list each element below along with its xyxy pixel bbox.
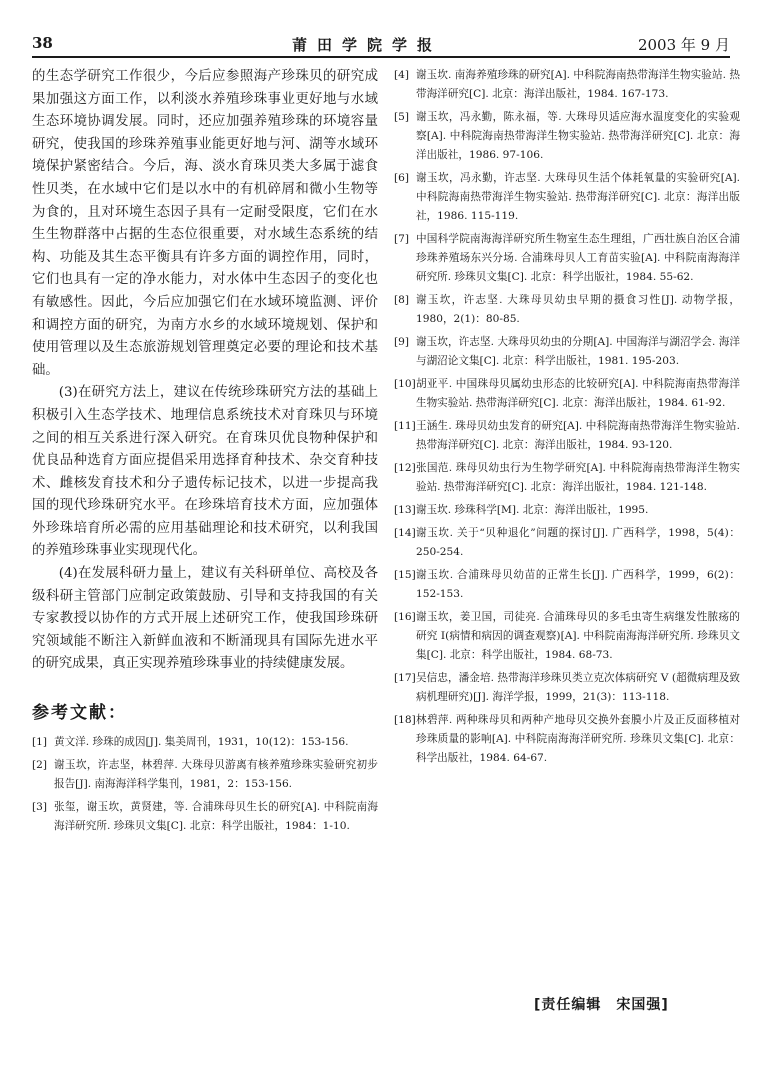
body-paragraph: (3)在研究方法上，建议在传统珍珠研究方法的基础上积极引入生态学技术、地理信息系统技术对育珠贝与环境之间的相互关系进行深入研究。在育珠贝优良物种保护和优良品种选育方面应提倡采用选择育种技术、杂交育种技术、雌核发育技术和分子遗传标记技术，以进一步提高我国的现代珍珠研究水平。在珍珠培育技术方面，应加强体外珍珠培育所必需的应用基础理论和技术研究，以利我国的养殖珍珠事业实现现代化。: [32, 385, 378, 559]
reference-number: [15]: [394, 569, 416, 581]
reference-text: 中国科学院南海海洋研究所生物室生态生理组，广西壮族自治区合浦珍珠养殖场东兴分场. 合浦珠母贝人工育苗实验[A]. 中科院南海海洋研究所. 珍珠贝文集[C]. 北京：科学出版社，1984. 55-62.: [416, 233, 740, 283]
reference-number: [6]: [394, 172, 410, 184]
body-paragraph: (4)在发展科研力量上，建议有关科研单位、高校及各级科研主管部门应制定政策鼓励、引导和支持我国的有关专家教授以协作的方式开展上述研究工作，使我国珍珠研究领域能不断注入新鲜血液和不断涌现具有国际先进水平的研究成果，真正实现养殖珍珠事业的持续健康发展。: [32, 566, 378, 672]
reference-text: 谢玉坎. 关于“贝种退化”问题的探讨[J]. 广西科学，1998，5(4)：250-254.: [416, 527, 740, 558]
reference-item: [394, 459, 740, 497]
reference-list-left: [32, 733, 378, 836]
reference-item: [394, 108, 740, 165]
reference-number: [12]: [394, 462, 416, 474]
reference-number: [1]: [32, 735, 48, 748]
reference-item: [394, 524, 740, 562]
reference-item: [394, 417, 740, 455]
reference-text: 谢玉坎. 合浦珠母贝幼苗的正常生长[J]. 广西科学，1999，6(2)：152-153.: [416, 569, 740, 600]
reference-number: [2]: [32, 758, 48, 771]
reference-number: [8]: [394, 294, 410, 306]
responsible-editor: [责任编辑 宋国强]: [534, 997, 669, 1013]
reference-item: [394, 169, 740, 226]
reference-number: [14]: [394, 527, 416, 539]
reference-text: 谢玉坎，许志坚. 大珠母贝幼虫的分期[A]. 中国海洋与湖沼学会. 海洋与湖沼论文集[C]. 北京：科学出版社，1981. 195-203.: [416, 336, 740, 367]
reference-text: 张国范. 珠母贝幼虫行为生物学研究[A]. 中科院海南热带海洋生物实验站. 热带海洋研究[C]. 北京：海洋出版社，1984. 121-148.: [416, 462, 740, 493]
issue-date: 2003 年 9 月: [637, 36, 730, 54]
reference-number: [18]: [394, 714, 416, 726]
reference-item: [32, 733, 378, 752]
reference-number: [9]: [394, 336, 410, 348]
references-heading: 参考文献：: [32, 703, 127, 724]
reference-text: 林碧萍. 两种珠母贝和两种产地母贝交换外套膜小片及正反面移植对珍珠质量的影响[A]. 中科院南海海洋研究所. 珍珠贝文集[C]. 北京：科学出版社，1984. 64-67.: [416, 714, 740, 764]
reference-item: [394, 66, 740, 104]
reference-text: 吴信忠，潘金培. 热带海洋珍珠贝类立克次体病研究 V (超微病理及致病机理研究)[J]. 海洋学报，1999，21(3)：113-118.: [416, 672, 740, 703]
reference-number: [13]: [394, 504, 416, 516]
running-header: [32, 32, 730, 58]
page-number: 38: [32, 34, 53, 52]
reference-item: [32, 756, 378, 794]
reference-text: 黄文洋. 珍珠的成因[J]. 集美周刊，1931，10(12)：153-156.: [54, 735, 349, 748]
reference-item: [394, 291, 740, 329]
reference-number: [7]: [394, 233, 410, 245]
reference-item: [394, 669, 740, 707]
reference-number: [10]: [394, 378, 416, 390]
reference-item: [394, 333, 740, 371]
reference-text: 张玺，谢玉坎，黄贤建，等. 合浦珠母贝生长的研究[A]. 中科院南海海洋研究所. 珍珠贝文集[C]. 北京：科学出版社，1984：1-10.: [54, 800, 378, 832]
reference-item: [394, 608, 740, 665]
body-paragraph: 的生态学研究工作很少，今后应参照海产珍珠贝的研究成果加强这方面工作，以利淡水养殖珍珠事业更好地与水域生态环境协调发展。同时，还应加强养殖珍珠的环境容量研究，使我国的珍珠养殖事业能更好地与河、湖等水域环境保护紧密结合。今后，海、淡水育珠贝类大多属于滤食性贝类，在水域中它们是以水中的有机碎屑和微小生物等为食的，且对环境生态因子具有一定耐受限度，它们在水生生物群落中占据的生态位很重要，对水域生态系统的结构、功能及其生态平衡具有许多方面的调控作用，同时，它们也具有一定的净水能力，对水体中生态因子的变化也有敏感性。因此，今后应加强它们在水域环境监测、评价和调控方面的研究，为南方水乡的水域环境规划、保护和使用管理以及生态旅游规划管理奠定必要的理论和技术基础。: [32, 69, 378, 378]
reference-text: 谢玉坎，冯永勤，许志坚. 大珠母贝生活个体耗氧量的实验研究[A]. 中科院海南热带海洋生物实验站. 热带海洋研究[C]. 北京：海洋出版社，1986. 115-119.: [416, 172, 740, 222]
reference-number: [11]: [394, 420, 416, 432]
reference-text: 王涵生. 珠母贝幼虫发育的研究[A]. 中科院海南热带海洋生物实验站. 热带海洋研究[C]. 北京：海洋出版社，1984. 93-120.: [416, 420, 740, 451]
left-column: [32, 66, 378, 836]
right-column: [394, 66, 740, 768]
reference-item: [32, 798, 378, 836]
reference-item: [394, 375, 740, 413]
reference-text: 谢玉坎. 南海养殖珍珠的研究[A]. 中科院海南热带海洋生物实验站. 热带海洋研究[C]. 北京：海洋出版社，1984. 167-173.: [416, 69, 740, 100]
reference-number: [5]: [394, 111, 410, 123]
reference-item: [394, 230, 740, 287]
reference-text: 谢玉坎，许志坚，林碧萍. 大珠母贝游离有核养殖珍珠实验研究初步报告[J]. 南海海洋科学集刊，1981，2：153-156.: [54, 758, 378, 790]
reference-text: 谢玉坎，冯永勤，陈永福，等. 大珠母贝适应海水温度变化的实验观察[A]. 中科院海南热带海洋生物实验站. 热带海洋研究[C]. 北京：海洋出版社，1986. 97-106.: [416, 111, 740, 161]
reference-number: [16]: [394, 611, 416, 623]
reference-text: 谢玉坎，姜卫国，司徒亮. 合浦珠母贝的多毛虫寄生病继发性脓疡的研究 I(病情和病因的调查观察)[A]. 中科院南海海洋研究所. 珍珠贝文集[C]. 北京：科学出版社，1984. 68-73.: [416, 611, 740, 661]
reference-number: [17]: [394, 672, 416, 684]
reference-text: 谢玉坎，许志坚. 大珠母贝幼虫早期的摄食习性[J]. 动物学报，1980，2(1)：80-85.: [416, 294, 740, 325]
reference-text: 胡亚平. 中国珠母贝属幼虫形态的比较研究[A]. 中科院海南热带海洋生物实验站. 热带海洋研究[C]. 北京：海洋出版社，1984. 61-92.: [416, 378, 740, 409]
journal-title: 莆田学院学报: [292, 36, 443, 54]
reference-item: [394, 501, 740, 520]
reference-number: [4]: [394, 69, 410, 81]
reference-text: 谢玉坎. 珍珠科学[M]. 北京：海洋出版社，1995.: [416, 504, 649, 516]
reference-item: [394, 566, 740, 604]
reference-number: [3]: [32, 800, 48, 813]
reference-item: [394, 711, 740, 768]
